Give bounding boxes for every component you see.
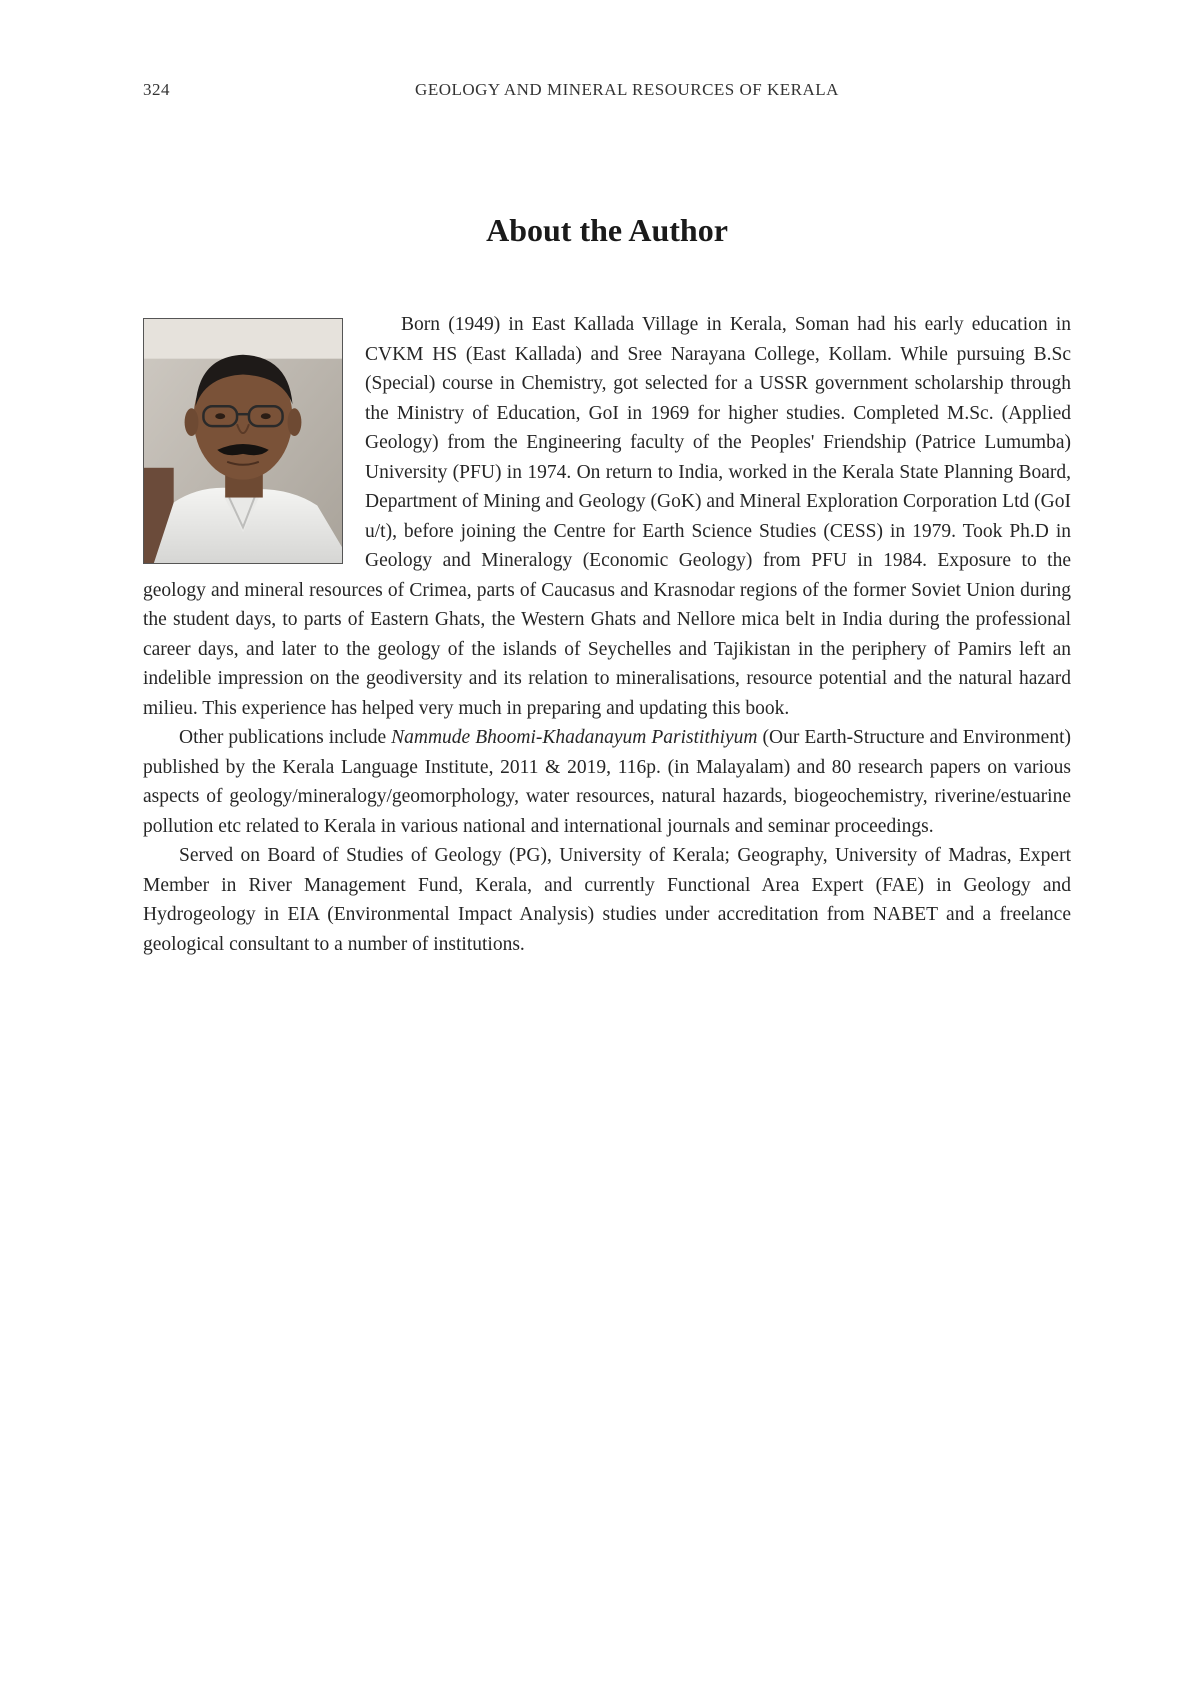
service-paragraph: Served on Board of Studies of Geology (PG), University of Kerala; Geography, University of Madras, Expert Member in River Management Fund, Kerala, and currently Functional Area Expert (FAE) in Geology and Hydrogeology in EIA (Environmental Impact Analysis) studies under accreditation from NABET and a freelance geological consultant to a number of institutions. (143, 845, 1071, 955)
author-portrait-photo-icon (144, 319, 342, 563)
section-title: About the Author (486, 212, 728, 248)
publications-paragraph (143, 723, 1071, 841)
running-title: GEOLOGY AND MINERAL RESOURCES OF KERALA (415, 80, 839, 99)
running-header (143, 80, 1071, 106)
publications-intro: Other publications include (179, 727, 392, 748)
bio-paragraph: Born (1949) in East Kallada Village in Kerala, Soman had his early education in CVKM HS (East Kallada) and Sree Narayana College, Kollam. While pursuing B.Sc (Special) course in Chemistry, got selected for a USSR government scholarship through the Ministry of Education, GoI in 1969 for higher studies. Completed M.Sc. (Applied Geology) from the Engineering faculty of the Peoples' Friendship (Patrice Lumumba) University (PFU) in 1974. On return to India, worked in the Kerala State Planning Board, Department of Mining and Geology (GoK) and Mineral Exploration Corporation Ltd (GoI u/t), before joining the Centre for Earth Science Studies (CESS) in 1979. Took Ph.D in Geology and Mineralogy (Economic Geology) from PFU in 1984. Exposure to the geology and mineral resources of Crimea, parts of Caucasus and Krasnodar regions of the former Soviet Union during the student days, to parts of Eastern Ghats, the Western Ghats and Nellore mica belt in India during the professional career days, and later to the geology of the islands of Seychelles and Tajikistan in the periphery of Pamirs left an indelible impression on the geodiversity and its relation to mineralisations, resource potential and the natural hazard milieu. This experience has helped very much in preparing and updating this book. (143, 314, 1071, 719)
page-number: 324 (143, 80, 170, 99)
publications-details: (Our Earth-Structure and Environment) published by the Kerala Language Institute, 2011 & 2019, 116p. (in Malayalam) and 80 research papers on various aspects of geology/mineralogy/geomorphology, water resources, natural hazards, biogeochemistry, riverine/estuarine pollution etc related to Kerala in various national and international journals and seminar proceedings. (143, 727, 1071, 837)
author-portrait (143, 318, 343, 564)
publications-book-title: Nammude Bhoomi-Khadanayum Paristithiyum (391, 727, 758, 748)
author-bio-body (143, 310, 1071, 959)
